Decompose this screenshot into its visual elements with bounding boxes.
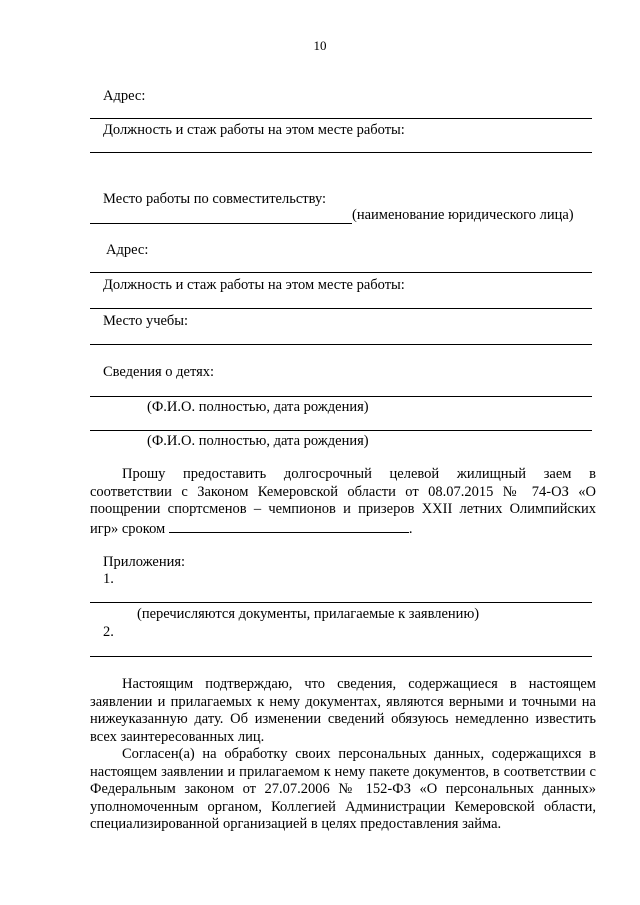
page-number: 10 <box>313 38 327 53</box>
legal-entity-hint: (наименование юридического лица) <box>352 207 574 223</box>
position-label: Должность и стаж работы на этом месте работы: <box>103 122 405 138</box>
address-line-2[interactable] <box>90 272 592 273</box>
attachment-number-2: 2. <box>103 624 114 640</box>
request-paragraph <box>90 466 596 538</box>
part-time-label: Место работы по совместительству: <box>103 191 327 207</box>
study-label: Место учебы: <box>103 313 189 329</box>
attachments-label: Приложения: <box>103 554 186 570</box>
children-label: Сведения о детях: <box>103 364 215 380</box>
request-end: . <box>408 520 413 537</box>
consent-text: Согласен(а) на обработку своих персональных данных, содержащихся в настоящем заявлении и прилагаемом к нему пакете документов, в соответствии с Федеральным законом от 27.07.2006 № 152-ФЗ «О персональных данных» уполномоченным органом, Коллегией Администрации Кемеровской области, специализированной организацией в целях предоставления займа. <box>90 746 596 832</box>
address-label: Адрес: <box>103 88 146 104</box>
request-text: Прошу предоставить долгосрочный целевой жилищный заем в соответствии с Законом Кемеровской области от 08.07.2015 № 74-ОЗ «О поощрении спортсменов – чемпионов и призеров XXII летних Олимпийских игр» сроком <box>90 466 596 537</box>
child-line-2[interactable] <box>90 430 592 431</box>
position-line[interactable] <box>90 152 592 153</box>
attachment-line-2[interactable] <box>90 656 592 657</box>
address-line[interactable] <box>90 118 592 119</box>
confirm-text: Настоящим подтверждаю, что сведения, содержащиеся в настоящем заявлении и прилагаемых к нему документах, являются верными и точными на нижеуказанную дату. Об изменении сведений обязуюсь немедленно известить всех заинтересованных лиц. <box>90 676 596 745</box>
attachment-number-1: 1. <box>103 571 114 587</box>
child-line-1[interactable] <box>90 396 592 397</box>
position-line-2[interactable] <box>90 308 592 309</box>
attachment-line-1[interactable] <box>90 602 592 603</box>
legal-entity-line[interactable] <box>90 223 352 224</box>
attachments-hint: (перечисляются документы, прилагаемые к заявлению) <box>137 606 480 622</box>
address-label-2: Адрес: <box>106 242 149 258</box>
confirm-paragraph <box>90 676 596 746</box>
child-hint-2: (Ф.И.О. полностью, дата рождения) <box>147 433 369 449</box>
child-hint-1: (Ф.И.О. полностью, дата рождения) <box>147 399 369 415</box>
position-label-2: Должность и стаж работы на этом месте работы: <box>103 277 405 293</box>
study-line[interactable] <box>90 344 592 345</box>
consent-paragraph <box>90 746 596 834</box>
term-line[interactable] <box>169 519 409 533</box>
